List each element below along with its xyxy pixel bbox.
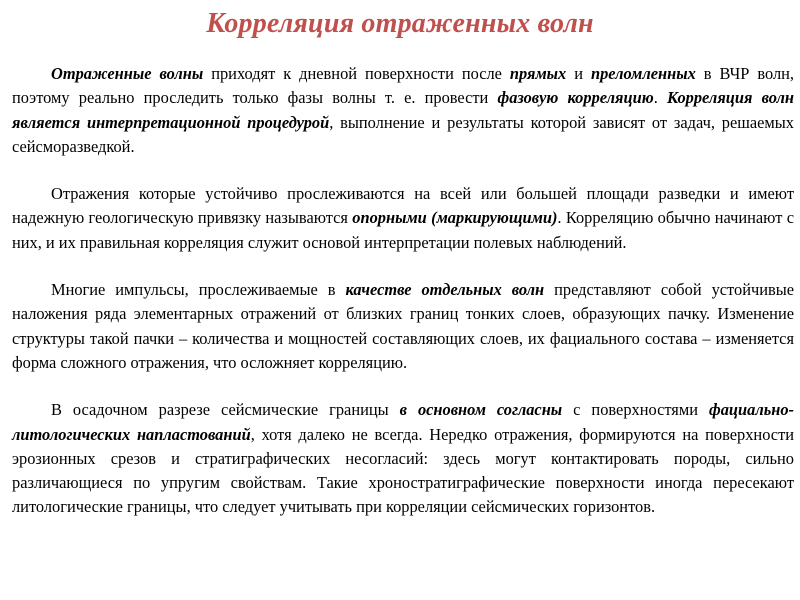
paragraph-4	[12, 398, 794, 519]
text-segment: с поверхностями	[562, 400, 709, 420]
text-segment: качестве отдельных волн	[345, 280, 545, 300]
text-segment: представляют собой устойчивые наложения ряда элементарных отражений от близких границ тонких слоев, образующих пачку. Изменение структуры такой пачки – количества и мощностей составляющих слоев, их фациального состава – изменяется форма сложного отражения, что осложняет корреляцию.	[12, 280, 795, 372]
paragraph-1	[12, 62, 794, 159]
text-segment: прямых	[509, 64, 567, 83]
text-segment: преломленных	[590, 64, 696, 83]
text-segment: . Корреляцию обычно начинают с них, и их правильная корреляция служит основой интерпретации полевых наблюдений.	[12, 208, 794, 252]
paragraph-3	[12, 278, 794, 375]
text-segment: опорными (маркирующими)	[352, 208, 558, 228]
paragraph-2	[12, 182, 794, 255]
text-segment: и	[566, 64, 591, 83]
text-segment: приходят к дневной поверхности после	[203, 64, 510, 83]
slide-body	[12, 62, 794, 520]
text-segment: , хотя далеко не всегда. Нередко отражения, формируются на поверхности эрозионных срезов и стратиграфических несогласий: здесь могут контактировать породы, сильно различающиеся по упругим свойствам. Такие хроностратиграфические поверхности иногда пересекают литологические границы, что следует учитывать при корреляции сейсмических горизонтов.	[12, 424, 795, 517]
text-segment: Отражения которые устойчиво прослеживаются на всей или большей площади разведки и имеют надежную геологическую привязку называются	[12, 184, 794, 228]
text-segment: Отраженные волны	[51, 64, 204, 83]
text-segment: в основном согласны	[399, 400, 563, 420]
text-segment: Многие импульсы, прослеживаемые в	[51, 280, 346, 300]
text-segment: .	[653, 88, 667, 108]
text-segment: , выполнение и результаты которой зависят от задач, решаемых сейсморазведкой.	[12, 112, 794, 156]
text-segment: в ВЧР волн, поэтому реально проследить только фазы волны т. е. провести	[12, 64, 794, 108]
text-segment: фациально-литологических напластований	[12, 400, 794, 444]
text-segment: фазовую корреляцию	[497, 88, 654, 108]
text-segment: Корреляция волн является интерпретационной процедурой	[12, 88, 795, 132]
slide-title: Корреляция отраженных волн	[206, 8, 594, 39]
text-segment: В осадочном разрезе сейсмические границы	[51, 400, 400, 420]
